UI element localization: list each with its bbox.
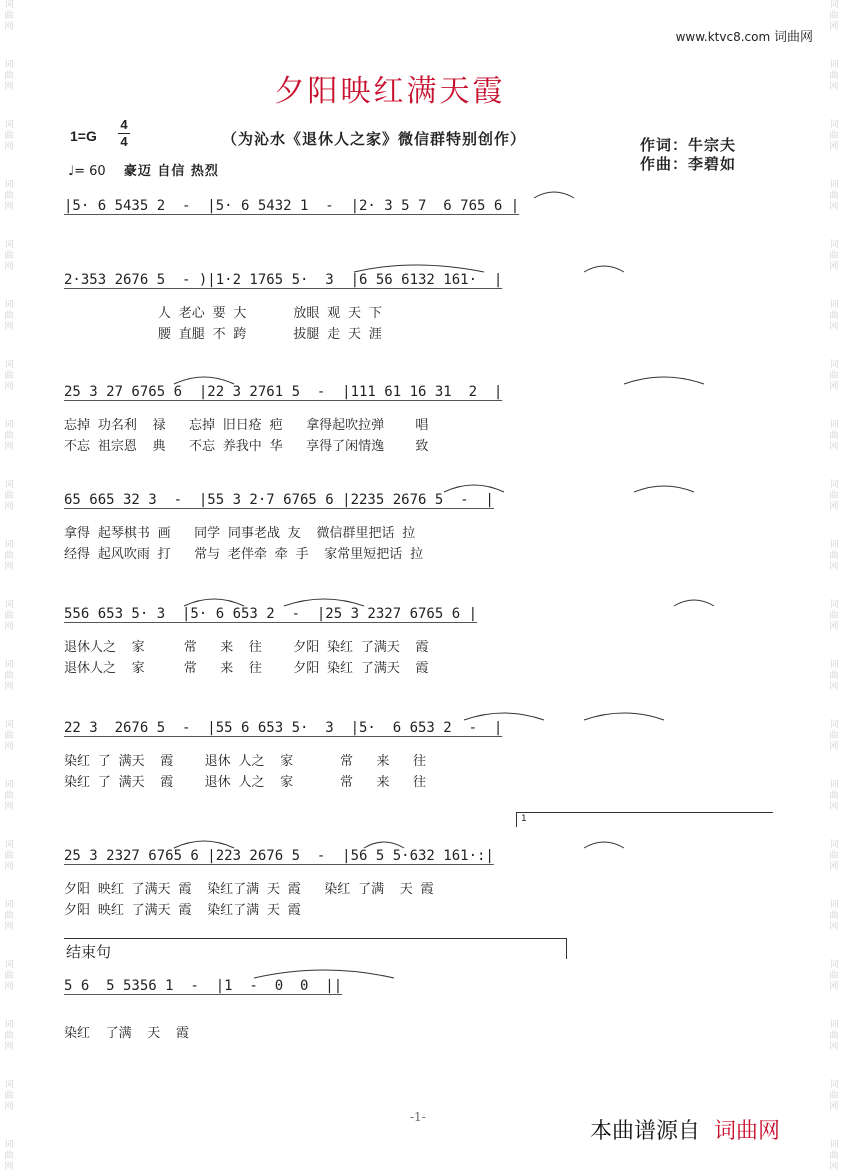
source-text: 本曲谱源自 bbox=[590, 1119, 701, 1144]
notation-line: |5· 6 5435 2 - |5· 6 5432 1 - |2· 3 5 7 6 765 6 | bbox=[64, 198, 520, 214]
watermark-text: 词 曲 网 bbox=[829, 960, 839, 992]
ending-bracket bbox=[64, 938, 567, 959]
lyric-verse-1: 忘掉 功名利 禄 忘掉 旧日疮 疤 拿得起吹拉弹 唱 bbox=[64, 418, 429, 433]
lyric-verse-2: 染红 了 满天 霞 退休 人之 家 常 来 往 bbox=[64, 775, 427, 790]
watermark-text: 词 曲 网 bbox=[829, 60, 839, 92]
watermark-text: 词 曲 网 bbox=[829, 900, 839, 932]
watermark-text: 词 曲 网 bbox=[829, 240, 839, 272]
lyricist: 作词：牛宗夫 bbox=[640, 136, 737, 154]
watermark-text: 词 曲 网 bbox=[4, 720, 14, 752]
watermark-text: 词 曲 网 bbox=[4, 840, 14, 872]
watermark-text: 词 曲 网 bbox=[4, 0, 14, 32]
tempo-marking bbox=[68, 160, 219, 179]
lyric-verse-1: 夕阳 映红 了满天 霞 染红了满 天 霞 染红 了满 天 霞 bbox=[64, 882, 434, 897]
time-signature-bottom: 4 bbox=[120, 134, 128, 149]
watermark-text: 词 曲 网 bbox=[829, 480, 839, 512]
watermark-text: 词 曲 网 bbox=[4, 660, 14, 692]
watermark-text: 词 曲 网 bbox=[4, 600, 14, 632]
lyric-verse-2: 夕阳 映红 了满天 霞 染红了满 天 霞 bbox=[64, 903, 301, 918]
site-name: 词曲网 bbox=[773, 30, 813, 45]
style-marking: 豪迈 自信 热烈 bbox=[123, 164, 219, 179]
time-signature bbox=[118, 118, 130, 149]
watermark-text: 词 曲 网 bbox=[829, 840, 839, 872]
lyric-verse-1: 退休人之 家 常 来 往 夕阳 染红 了满天 霞 bbox=[64, 640, 429, 655]
notation-line: 25 3 2327 6765 6 |223 2676 5 - |56 5 5·632 161·:| bbox=[64, 848, 494, 864]
lyric-verse-2: 经得 起风吹雨 打 常与 老伴牵 牵 手 家常里短把话 拉 bbox=[64, 547, 424, 562]
watermark-left bbox=[2, 0, 16, 1172]
watermark-text: 词 曲 网 bbox=[829, 600, 839, 632]
watermark-text: 词 曲 网 bbox=[829, 300, 839, 332]
notation-line: 25 3 27 6765 6 |22 3 2761 5 - |111 61 16 31 2 | bbox=[64, 384, 503, 400]
watermark-text: 词 曲 网 bbox=[4, 120, 14, 152]
watermark-text: 词 曲 网 bbox=[829, 360, 839, 392]
site-url[interactable]: www.ktvc8.com bbox=[675, 30, 771, 44]
lyric-verse-1: 染红 了满 天 霞 bbox=[64, 1026, 189, 1041]
site-header bbox=[676, 26, 813, 45]
watermark-text: 词 曲 网 bbox=[829, 420, 839, 452]
watermark-text: 词 曲 网 bbox=[4, 180, 14, 212]
time-signature-top: 4 bbox=[120, 117, 128, 132]
watermark-text: 词 曲 网 bbox=[4, 420, 14, 452]
ending-label: 结束句 bbox=[66, 943, 112, 961]
watermark-text: 词 曲 网 bbox=[4, 360, 14, 392]
credits bbox=[640, 136, 736, 174]
watermark-text: 词 曲 网 bbox=[4, 780, 14, 812]
watermark-text: 词 曲 网 bbox=[829, 660, 839, 692]
watermark-text: 词 曲 网 bbox=[4, 60, 14, 92]
watermark-text: 词 曲 网 bbox=[4, 300, 14, 332]
watermark-text: 词 曲 网 bbox=[829, 720, 839, 752]
watermark-right bbox=[827, 0, 841, 1172]
notation-line: 22 3 2676 5 - |55 6 653 5· 3 |5· 6 653 2 - | bbox=[64, 720, 503, 736]
watermark-text: 词 曲 网 bbox=[829, 1080, 839, 1112]
first-ending-label: 1 bbox=[521, 814, 527, 824]
watermark-text: 词 曲 网 bbox=[829, 0, 839, 32]
first-ending-bracket bbox=[516, 812, 773, 827]
watermark-text: 词 曲 网 bbox=[4, 900, 14, 932]
watermark-text: 词 曲 网 bbox=[829, 780, 839, 812]
notation-line: 5 6 5 5356 1 - |1 - 0 0 || bbox=[64, 978, 343, 994]
lyric-verse-1: 人 老心 要 大 放眼 观 天 下 bbox=[64, 306, 382, 321]
tempo-value: ♩= 60 bbox=[68, 164, 106, 179]
lyric-verse-2: 退休人之 家 常 来 往 夕阳 染红 了满天 霞 bbox=[64, 661, 429, 676]
watermark-text: 词 曲 网 bbox=[829, 1020, 839, 1052]
lyric-verse-2: 不忘 祖宗恩 典 不忘 养我中 华 享得了闲情逸 致 bbox=[64, 439, 429, 454]
watermark-text: 词 曲 网 bbox=[4, 240, 14, 272]
source-brand[interactable]: 词曲网 bbox=[714, 1119, 781, 1144]
song-subtitle: （为沁水《退休人之家》微信群特别创作） bbox=[222, 130, 527, 148]
key-signature: 1=G bbox=[70, 128, 97, 144]
source-credit bbox=[590, 1114, 780, 1145]
watermark-text: 词 曲 网 bbox=[4, 960, 14, 992]
composer: 作曲：李碧如 bbox=[640, 155, 737, 173]
notation-line: 2·353 2676 5 - )|1·2 1765 5· 3 |6 56 6132 161· | bbox=[64, 272, 503, 288]
notation-line: 65 665 32 3 - |55 3 2·7 6765 6 |2235 2676 5 - | bbox=[64, 492, 494, 508]
watermark-text: 词 曲 网 bbox=[829, 540, 839, 572]
watermark-text: 词 曲 网 bbox=[4, 1080, 14, 1112]
lyric-verse-1: 染红 了 满天 霞 退休 人之 家 常 来 往 bbox=[64, 754, 427, 769]
watermark-text: 词 曲 网 bbox=[829, 180, 839, 212]
notation-line: 556 653 5· 3 |5· 6 653 2 - |25 3 2327 6765 6 | bbox=[64, 606, 478, 622]
watermark-text: 词 曲 网 bbox=[829, 120, 839, 152]
song-title: 夕阳映红满天霞 bbox=[274, 74, 506, 109]
lyric-verse-1: 拿得 起琴棋书 画 同学 同事老战 友 微信群里把话 拉 bbox=[64, 526, 416, 541]
watermark-text: 词 曲 网 bbox=[829, 1140, 839, 1172]
watermark-text: 词 曲 网 bbox=[4, 1140, 14, 1172]
watermark-text: 词 曲 网 bbox=[4, 1020, 14, 1052]
lyric-verse-2: 腰 直腿 不 跨 拔腿 走 天 涯 bbox=[64, 327, 382, 342]
watermark-text: 词 曲 网 bbox=[4, 480, 14, 512]
watermark-text: 词 曲 网 bbox=[4, 540, 14, 572]
page-number: -1- bbox=[410, 1110, 426, 1124]
